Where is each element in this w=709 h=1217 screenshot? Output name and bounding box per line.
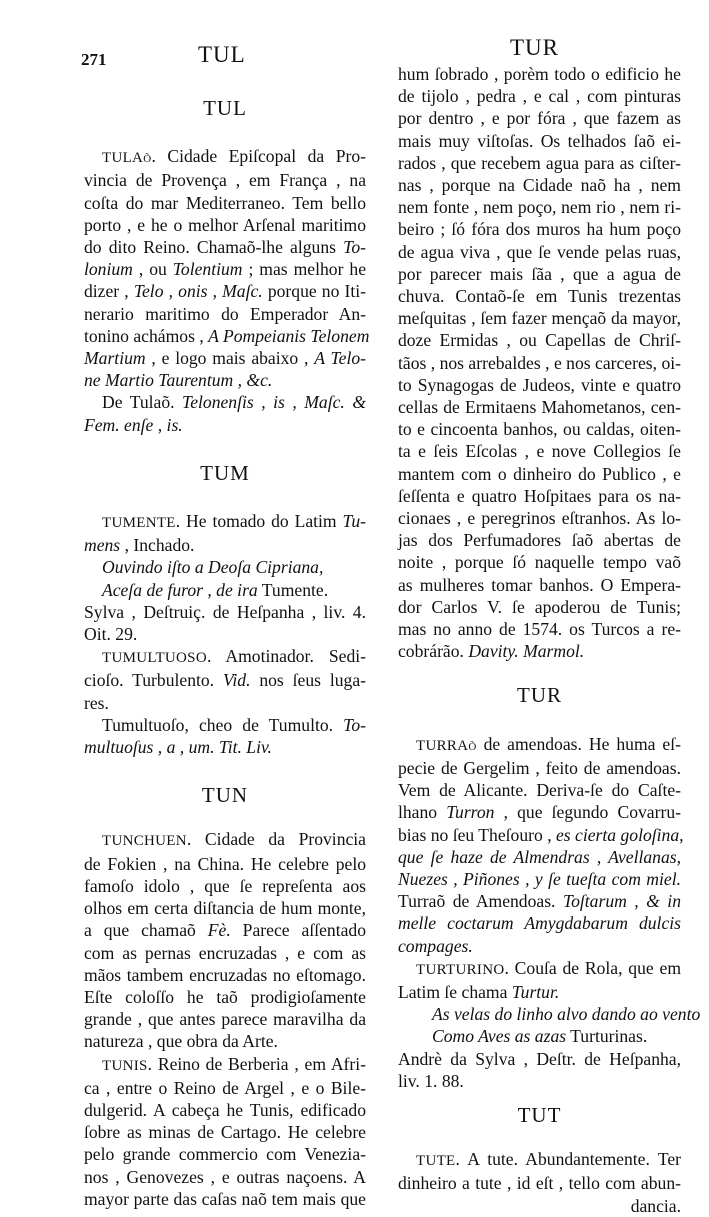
text-line — [398, 640, 681, 662]
body-text: pecie de Gergelim , feito de amendoas. — [398, 757, 681, 778]
text-line — [84, 258, 366, 280]
text-line — [84, 964, 366, 986]
text-line — [398, 551, 681, 573]
text-line — [398, 329, 681, 351]
body-text: to Synagogas de Judeos, vinte e quatro — [398, 374, 681, 395]
body-text: . Cidade da Provincia — [186, 829, 366, 850]
spacer — [398, 707, 681, 733]
body-text: Turturinas. — [566, 1026, 648, 1047]
body-text: a que chamaõ — [84, 920, 208, 941]
body-text: cioſo. Turbulento. — [84, 670, 223, 691]
text-line — [398, 618, 681, 640]
text-line — [398, 981, 681, 1003]
text-line — [398, 757, 681, 779]
text-line — [84, 169, 366, 191]
text-line — [398, 507, 681, 529]
body-text: cionaes , e peregrinos eſtranhos. As lo- — [398, 508, 681, 529]
dictionary-section — [84, 758, 366, 1210]
body-text: tonino achámos , — [84, 325, 209, 346]
dictionary-section — [398, 1092, 681, 1217]
body-text: com as pernas encruzadas , e com as — [84, 942, 366, 963]
italic-text: lonium — [84, 259, 133, 280]
body-text: de tijolo , pedra , e cal , com pinturas — [398, 86, 681, 107]
body-text: Turraõ de Amendoas. — [398, 891, 563, 912]
text-line — [398, 85, 681, 107]
italic-text: Fè. — [207, 920, 231, 941]
text-line — [398, 1148, 681, 1172]
body-text: dizer , — [84, 281, 134, 302]
text-line — [398, 846, 681, 868]
text-line — [84, 1008, 366, 1030]
text-line — [398, 130, 681, 152]
page-number: 271 — [81, 50, 107, 69]
body-text: ſeſſenta e quatro Hoſpitaes para os na- — [398, 485, 681, 506]
body-text: olhos em certa diſtancia de hum monte, — [84, 898, 366, 919]
spacer — [398, 1126, 681, 1148]
body-text: . He tomado do Latim — [175, 511, 343, 532]
italic-text: ne Martio Taurentum , &c. — [84, 370, 273, 391]
text-line — [398, 463, 681, 485]
dictionary-section — [84, 436, 366, 758]
entry-headword: TUNCHUEN — [102, 833, 187, 850]
section-heading: TUN — [201, 783, 249, 808]
body-text: ca , entre o Reino de Argel , e o Bile- — [84, 1077, 366, 1098]
body-text: tãos , nos arrebaldes , e nos carceres, oi- — [398, 352, 681, 373]
text-line — [84, 303, 366, 325]
text-line — [398, 396, 681, 418]
text-line — [84, 692, 366, 714]
text-line — [398, 107, 681, 129]
running-head-left: TUL — [198, 42, 246, 67]
italic-text: Telonenſis , is , Maſc. & — [182, 392, 367, 413]
body-text: . Amotinador. Sedi- — [206, 646, 366, 667]
text-line — [84, 942, 366, 964]
body-text: , Inchado. — [120, 535, 195, 556]
body-text: grande , que antes parece maravilha da — [84, 1009, 366, 1030]
text-line — [398, 868, 681, 890]
text-line — [84, 145, 366, 169]
body-text: nem fonte , nem poço, nem rio , nem ri- — [398, 197, 681, 218]
italic-text: Como Aves as azas — [432, 1026, 567, 1047]
italic-text: multuoſus , a , um. Tit. Liv. — [84, 737, 272, 758]
body-text: , ou — [132, 259, 173, 280]
body-text: res. — [84, 692, 109, 713]
text-line — [84, 1053, 366, 1077]
text-line — [398, 241, 681, 263]
text-line — [84, 510, 366, 534]
body-text: ; mas melhor he — [242, 259, 367, 280]
body-text: . Reino de Berberia , em Afri- — [147, 1053, 366, 1074]
body-text: famoſo idolo , que ſe repreſenta aos — [84, 875, 366, 896]
body-text: cellas de Ermitaens Mahometanos, cen- — [398, 397, 681, 418]
italic-text: A Telo- — [314, 348, 366, 369]
text-line — [398, 63, 681, 85]
text-line — [398, 779, 681, 801]
text-line — [398, 957, 681, 981]
text-line — [84, 669, 366, 691]
body-text: mantem com o dinheiro do Publico , e — [398, 463, 681, 484]
text-line — [398, 174, 681, 196]
entry-headword: TULAõ — [102, 150, 152, 167]
body-text: to e cincoenta banhos, ou caldas, oiten- — [398, 419, 681, 440]
text-line — [398, 218, 681, 240]
body-text: dinheiro a tute , id eſt , tello com abun- — [398, 1173, 681, 1194]
text-line — [398, 1048, 681, 1070]
italic-text: es cierta goloſina, — [556, 824, 684, 845]
body-text: Tumente. — [257, 579, 329, 600]
body-text: Andrè da Sylva , Deſtr. de Heſpanha, — [398, 1048, 681, 1069]
body-text: coſta do mar Mediterraneo. Tem bello — [84, 192, 366, 213]
body-text: pelo grande commercio com Venezia- — [84, 1144, 366, 1165]
italic-text: Tu- — [342, 511, 366, 532]
body-text: mãos tambem encruzadas no eſtomago. — [84, 964, 366, 985]
text-line — [84, 919, 366, 941]
text-line — [398, 352, 681, 374]
body-text: vincia de Provença , em França , na — [84, 170, 366, 191]
text-line — [84, 853, 366, 875]
dictionary-section — [398, 63, 681, 662]
body-text: Tumultuoſo, cheo de Tumulto. — [102, 714, 344, 735]
text-line — [84, 534, 366, 556]
text-line — [398, 935, 681, 957]
body-text: nos , Genovezes , e outras naçoens. A — [84, 1166, 366, 1187]
text-line — [398, 1025, 681, 1047]
entry-headword: TURTURINO — [416, 961, 505, 978]
italic-text: Nuezes , Piñones , y ſe tueſta com miel. — [398, 868, 681, 889]
body-text: meſquitas , ſem fazer mençaõ da mayor, — [398, 308, 681, 329]
text-line — [84, 556, 366, 578]
body-text: bias no ſeu Theſouro , — [398, 824, 556, 845]
body-text: Sylva , Deſtruiç. de Heſpanha , liv. 4. — [84, 601, 366, 622]
italic-text: Vid. — [222, 670, 251, 691]
dictionary-section — [398, 662, 701, 1091]
italic-text: Fem. enſe , is. — [84, 414, 183, 435]
italic-text: Turron — [446, 802, 495, 823]
text-line — [84, 579, 366, 601]
italic-text: Telo , onis , Maſc. — [133, 281, 263, 302]
italic-text: Davity. Marmol. — [468, 641, 585, 662]
body-text: mais muy viſtoſas. Os telhados ſaõ ei- — [398, 130, 681, 151]
text-line — [84, 1099, 366, 1121]
dictionary-section — [84, 85, 370, 436]
italic-text: As velas do linho alvo dando ao vento — [432, 1004, 701, 1025]
text-line — [84, 214, 366, 236]
text-line — [84, 1166, 366, 1188]
italic-text: Aceſa de furor , de ira — [102, 579, 258, 600]
body-text: nerario maritimo do Emperador An- — [84, 303, 366, 324]
text-line — [84, 1077, 366, 1099]
text-line — [398, 307, 681, 329]
text-line — [84, 828, 366, 852]
text-line — [84, 1030, 366, 1052]
spacer — [398, 662, 681, 684]
italic-text: To- — [343, 237, 366, 258]
italic-text: mens — [84, 535, 121, 556]
body-text: de Fokien , na China. He celebre pelo — [84, 853, 366, 874]
entry-headword: TUMENTE — [102, 515, 176, 532]
body-text: dulgerid. A cabeça he Tunis, edificado — [84, 1099, 366, 1120]
text-line — [84, 1143, 366, 1165]
body-text: ſobre as minas de Cartago. He celebre — [84, 1122, 366, 1143]
italic-text: To- — [343, 714, 366, 735]
italic-text: Martium — [84, 348, 146, 369]
text-line — [398, 285, 681, 307]
section-heading: TUM — [200, 460, 250, 485]
italic-text: compages. — [398, 935, 473, 956]
body-text: dor Carlos V. ſe apoderou de Tunis; — [398, 596, 681, 617]
body-text: as mulheres tomar banhos. O Empera- — [398, 574, 681, 595]
body-text: dancia. — [630, 1195, 681, 1216]
text-line — [84, 986, 366, 1008]
text-line — [398, 374, 681, 396]
section-heading: TUR — [517, 683, 562, 708]
italic-text: A Pompeianis Telonem — [208, 325, 370, 346]
body-text: rados , que recebem agua para as ciſter- — [398, 152, 681, 173]
body-text: ta e ſeis Eſcolas , e nove Collegios ſe — [398, 441, 681, 462]
text-line — [84, 347, 366, 369]
body-text: liv. 1. 88. — [398, 1070, 464, 1091]
body-text: cobrárão. — [398, 641, 469, 662]
body-text: mas no anno de 1574. os Turcos a re- — [398, 619, 681, 640]
text-line — [398, 418, 681, 440]
text-line — [398, 912, 681, 934]
running-head-right: TUR — [510, 35, 559, 60]
left-column — [84, 85, 370, 1210]
text-line — [398, 263, 681, 285]
body-text: mayor parte das caſas naõ tem mais que — [84, 1188, 366, 1209]
italic-text: melle coctarum Amygdabarum dulcis — [398, 913, 681, 934]
text-line — [398, 529, 681, 551]
right-column — [398, 63, 701, 1217]
text-line — [84, 875, 366, 897]
italic-text: que ſe haze de Almendras , Avellanas, — [398, 846, 681, 867]
text-line — [84, 325, 370, 347]
body-text: Latim ſe chama — [398, 981, 512, 1002]
body-text: , e logo mais abaixo , — [145, 348, 315, 369]
text-line — [398, 1195, 681, 1217]
text-line — [398, 196, 681, 218]
body-text: noite , porque ſó naquelle tempo vaõ — [398, 552, 681, 573]
italic-text: Ouvindo iſto a Deoſa Cipriana, — [102, 557, 324, 578]
entry-headword: TUMULTUOSO — [102, 650, 207, 667]
text-line — [398, 733, 681, 757]
text-line — [84, 280, 366, 302]
text-line — [398, 574, 681, 596]
body-text: do dito Reino. Chamaõ-lhe alguns — [84, 237, 344, 258]
spacer — [84, 436, 366, 462]
text-line — [84, 714, 366, 736]
text-line — [398, 1003, 701, 1025]
text-line — [398, 890, 681, 912]
text-line — [84, 1121, 366, 1143]
text-line — [398, 801, 681, 823]
body-text: Parece aſſentado — [230, 920, 366, 941]
italic-text: Turtur. — [511, 981, 560, 1002]
text-line — [398, 485, 681, 507]
text-line — [84, 369, 366, 391]
spacer — [84, 806, 366, 828]
text-line — [84, 623, 366, 645]
text-line — [84, 192, 366, 214]
text-line — [84, 414, 366, 436]
body-text: porque no Iti- — [262, 281, 367, 302]
body-text: . Cidade Epiſcopal da Pro- — [151, 146, 366, 167]
text-line — [398, 440, 681, 462]
body-text: de amendoas. He huma eſ- — [476, 733, 681, 754]
text-line — [84, 897, 366, 919]
spacer — [84, 119, 366, 145]
body-text: por parecer mais ſãa , que a agua de — [398, 263, 681, 284]
section-heading: TUL — [203, 96, 247, 120]
body-text: Oit. 29. — [84, 624, 138, 645]
spacer — [398, 1092, 681, 1104]
body-text: , que ſegundo Covarru- — [494, 802, 681, 823]
body-text: doze Ermidas , ou Capellas de Chriſ- — [398, 330, 681, 351]
text-line — [84, 1188, 366, 1210]
text-line — [84, 601, 366, 623]
body-text: beiro ; ſó fóra dos muros ha hum poço — [398, 219, 681, 240]
text-line — [84, 736, 366, 758]
text-line — [84, 391, 366, 413]
text-line — [84, 645, 366, 669]
body-text: lhano — [398, 802, 447, 823]
body-text: De Tulaõ. — [102, 392, 183, 413]
entry-headword: TUTE — [416, 1153, 456, 1170]
text-line — [398, 596, 681, 618]
body-text: Eſte coloſſo he taõ prodigioſamente — [84, 986, 366, 1007]
body-text: . Couſa de Rola, que em — [504, 957, 681, 978]
body-text: porto , e he o melhor Arſenal maritimo — [84, 214, 366, 235]
body-text: Vem de Alicante. Deriva-ſe do Caſte- — [398, 780, 681, 801]
body-text: . A tute. Abundantemente. Ter — [455, 1149, 681, 1170]
body-text: hum ſobrado , porèm todo o edificio he — [398, 64, 681, 84]
body-text: por dentro , e por fóra , que fazem as — [398, 108, 681, 129]
body-text: natureza , que obra da Arte. — [84, 1031, 278, 1052]
italic-text: Tolentium — [172, 259, 243, 280]
text-line — [84, 236, 366, 258]
spacer — [84, 484, 366, 510]
section-heading: TUT — [517, 1102, 562, 1127]
entry-headword: TUNIS — [102, 1057, 148, 1074]
body-text: chuva. Contaõ-ſe em Tunis trezentas — [398, 286, 681, 307]
body-text: nas , porque na Cidade naõ ha , nem — [398, 175, 681, 196]
text-line — [398, 1172, 681, 1194]
text-line — [398, 152, 681, 174]
body-text: de agua viva , que ſe vende pelas ruas, — [398, 241, 681, 262]
body-text: jas dos Perfumadores ſaõ abertas de — [398, 530, 681, 551]
text-line — [398, 824, 684, 846]
body-text: nos ſeus luga- — [250, 670, 366, 691]
spacer — [84, 758, 366, 784]
italic-text: Toſtarum , & in — [562, 891, 681, 912]
entry-headword: TURRAõ — [416, 737, 477, 754]
